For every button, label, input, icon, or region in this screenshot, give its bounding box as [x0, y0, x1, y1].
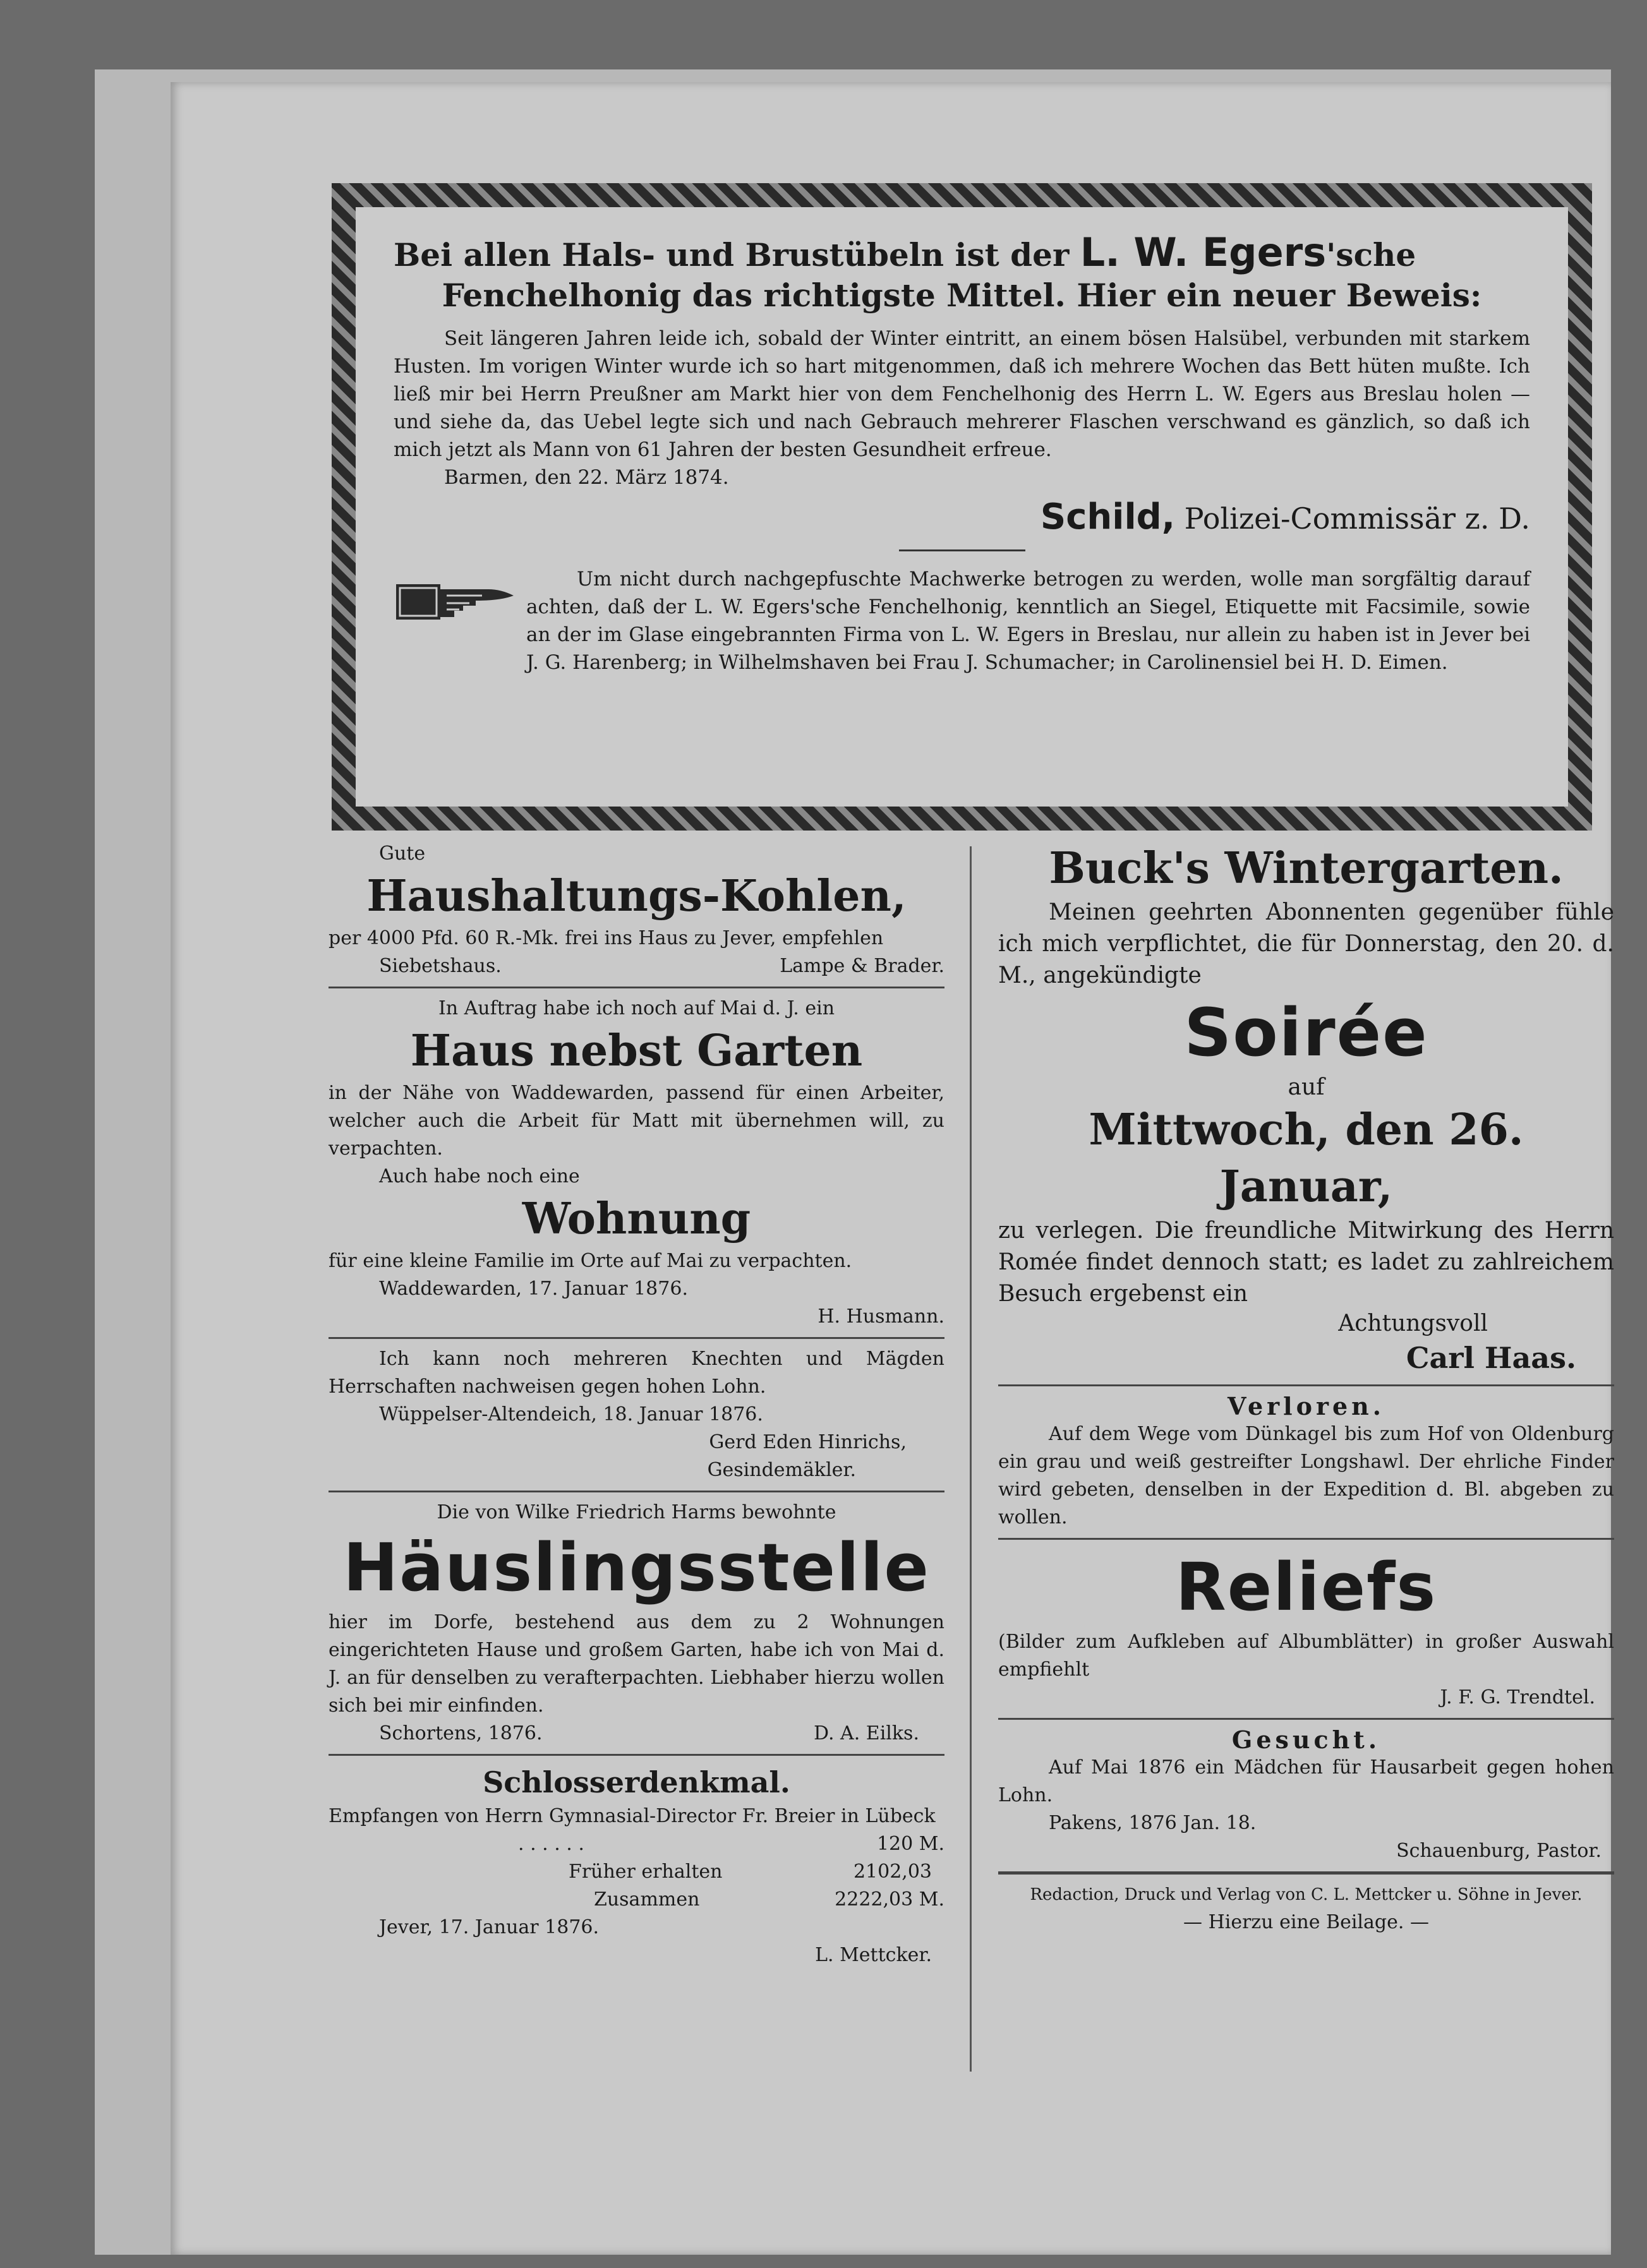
coal-body: per 4000 Pfd. 60 R.-Mk. frei ins Haus zu Jever, empfehlen	[329, 927, 884, 949]
separator	[998, 1538, 1614, 1540]
ad-signature-name: Schild,	[1040, 496, 1176, 537]
monument-total-row	[329, 1886, 944, 1914]
house-intro: In Auftrag habe ich noch auf Mai d. J. ein	[438, 997, 835, 1019]
separator	[329, 1491, 944, 1492]
haeuslingsstelle-ad	[329, 1499, 944, 1748]
ad-signature	[394, 495, 1530, 541]
ad-headline-post: 'sche	[1326, 236, 1416, 273]
separator	[329, 1337, 944, 1339]
reliefs-title: Reliefs	[1175, 1549, 1437, 1626]
monument-total: 2222,03 M.	[835, 1888, 944, 1911]
apartment-body: für eine kleine Familie im Orte auf Mai zu verpachten.	[329, 1250, 852, 1272]
left-column	[329, 840, 944, 2248]
supplement-note: — Hierzu eine Beilage. —	[1183, 1911, 1429, 1933]
column-rule	[970, 846, 972, 2072]
servants-date: Wüppelser-Altendeich, 18. Januar 1876.	[379, 1403, 763, 1425]
monument-earlier: 2102,03	[853, 1861, 932, 1883]
monument-amount: 120 M.	[876, 1833, 944, 1855]
haeusling-sig-right: D. A. Eilks.	[814, 1722, 919, 1744]
buck-body2: zu verlegen. Die freundliche Mitwirkung des Herrn Romée findet dennoch statt; es ladet zu zahlreichem Besuch ergebenst ein	[998, 1218, 1614, 1307]
monument-ad	[329, 1762, 944, 1969]
buck-respect: Achtungsvoll	[1338, 1311, 1488, 1336]
ad-place-date: Barmen, den 22. März 1874.	[444, 466, 729, 489]
right-column	[998, 840, 1614, 2248]
buck-signature: Carl Haas.	[1406, 1341, 1576, 1375]
monument-date: Jever, 17. Januar 1876.	[379, 1916, 600, 1938]
ad-notice-text: Um nicht durch nachgepfuschte Machwerke betrogen zu werden, wolle man sorgfältig darauf achten, daß der L. W. Egers'sche Fenchelhonig, kenntlich an Siegel, Etiquette mit Facsimile, sowie an der im Glase eingebrannten Firma von L. W. Egers in Breslau, nur allein zu haben ist in Jever bei J. G. Harenberg; in Wilhelmshaven bei Frau J. Schumacher; in Carolinensiel bei H. D. Eimen.	[526, 568, 1530, 674]
ad-testimony: Seit längeren Jahren leide ich, sobald der Winter eintritt, an einem bösen Halsübel, verbunden mit starkem Husten. Im vorigen Winter wurde ich so hart mitgenommen, daß ich mehrere Wochen das Bett hüten mußte. Ich ließ mir bei Herrn Preußner am Markt hier von dem Fenchelhonig des Herrn L. W. Egers aus Breslau holen — und siehe da, das Uebel legte sich und nach Gebrauch mehrerer Flaschen verschwand es gänzlich, so daß ich mich jetzt als Mann von 61 Jahren der besten Gesundheit erfreue.	[394, 327, 1530, 461]
servants-body: Ich kann noch mehreren Knechten und Mägden Herrschaften nachweisen gegen hohen Lohn.	[329, 1348, 944, 1398]
dot-leader: . . . . . .	[518, 1833, 584, 1855]
servants-ad	[329, 1345, 944, 1484]
buck-title: Buck's Wintergarten.	[1049, 843, 1564, 894]
monument-earlier-label: Früher erhalten	[569, 1861, 723, 1883]
monument-title: Schlosserdenkmal.	[483, 1765, 790, 1799]
haeusling-title: Häuslingsstelle	[343, 1529, 930, 1606]
ad-brand: L. W. Egers	[1080, 229, 1327, 275]
advertisement-body	[356, 207, 1568, 807]
lost-title: Verloren.	[1227, 1392, 1385, 1420]
lost-body: Auf dem Wege vom Dünkagel bis zum Hof von Oldenburg ein grau und weiß gestreifter Longshawl. Der ehrliche Finder wird gebeten, denselben in der Expedition d. Bl. abgeben zu wollen.	[998, 1423, 1614, 1528]
haeusling-intro: Die von Wilke Friedrich Harms bewohnte	[437, 1501, 836, 1523]
buck-auf: auf	[1288, 1074, 1325, 1100]
coal-title: Haushaltungs-Kohlen,	[366, 871, 907, 921]
monument-total-label: Zusammen	[594, 1888, 700, 1911]
house-title: Haus nebst Garten	[410, 1026, 863, 1076]
buck-event: Soirée	[1184, 994, 1428, 1071]
haeusling-body: hier im Dorfe, bestehend aus dem zu 2 Wohnungen eingerichteten Hause und großem Garten, habe ich von Mai d. J. an für denselben zu verafterpachten. Liebhaber hierzu wollen sich bei mir einfinden.	[329, 1611, 944, 1717]
coal-sig-right: Lampe & Brader.	[780, 955, 944, 977]
ad-signature-title: Polizei-Commissär z. D.	[1184, 501, 1530, 536]
house-body: in der Nähe von Waddewarden, passend für einen Arbeiter, welcher auch die Arbeit für Matt mit übernehmen will, zu verpachten.	[329, 1082, 944, 1160]
monument-amount-row	[329, 1830, 944, 1858]
separator	[998, 1871, 1614, 1875]
servants-sig-name: Gerd Eden Hinrichs,	[709, 1431, 907, 1453]
buck-date: Mittwoch, den 26. Januar,	[1089, 1105, 1524, 1212]
reliefs-body: (Bilder zum Aufkleben auf Albumblätter) in großer Auswahl empfiehlt	[998, 1631, 1614, 1681]
house-date: Waddewarden, 17. Januar 1876.	[379, 1278, 688, 1300]
wanted-date: Pakens, 1876 Jan. 18.	[1049, 1812, 1257, 1834]
house-also: Auch habe noch eine	[379, 1165, 580, 1187]
ad-notice-body	[526, 565, 1530, 676]
buck-body: Meinen geehrten Abonnenten gegenüber fühle ich mich verpflichtet, die für Donnerstag, den 20. d. M., angekündigte	[998, 899, 1614, 988]
haeusling-signature	[329, 1720, 944, 1748]
pointing-hand-icon	[394, 565, 526, 676]
wanted-signature: Schauenburg, Pastor.	[1396, 1840, 1602, 1862]
monument-signature: L. Mettcker.	[815, 1944, 932, 1966]
separator	[998, 1384, 1614, 1386]
fenchelhonig-advertisement	[332, 183, 1592, 831]
house-signature: H. Husmann.	[817, 1305, 944, 1328]
monument-earlier-row	[329, 1858, 944, 1886]
coal-sig-left: Siebetshaus.	[379, 955, 502, 977]
imprint-line: Redaction, Druck und Verlag von C. L. Mettcker u. Söhne in Jever.	[1030, 1885, 1583, 1904]
lost-ad	[998, 1393, 1614, 1532]
separator	[329, 1754, 944, 1756]
reliefs-ad	[998, 1546, 1614, 1712]
coal-pre: Gute	[379, 843, 426, 865]
ad-notice	[394, 565, 1530, 676]
ad-headline	[394, 229, 1530, 275]
coal-ad	[329, 840, 944, 980]
separator	[329, 987, 944, 988]
haeusling-sig-left: Schortens, 1876.	[379, 1722, 543, 1744]
separator	[998, 1718, 1614, 1720]
wanted-ad	[998, 1726, 1614, 1865]
servants-sig-title: Gesindemäkler.	[707, 1459, 856, 1481]
ad-headline-2: Fenchelhonig das richtigste Mittel. Hier ein neuer Beweis:	[442, 277, 1482, 314]
wanted-title: Gesucht.	[1231, 1725, 1381, 1754]
buck-wintergarten-ad	[998, 840, 1614, 1378]
ad-headline-pre: Bei allen Hals- und Brustübeln ist der	[394, 236, 1070, 273]
imprint	[998, 1881, 1614, 1936]
wanted-body: Auf Mai 1876 ein Mädchen für Hausarbeit gegen hohen Lohn.	[998, 1756, 1614, 1806]
house-ad	[329, 995, 944, 1331]
coal-signature	[329, 952, 944, 980]
apartment-title: Wohnung	[522, 1194, 751, 1244]
reliefs-signature: J. F. G. Trendtel.	[1440, 1686, 1595, 1708]
ad-divider	[899, 549, 1025, 551]
monument-body: Empfangen von Herrn Gymnasial-Director Fr. Breier in Lübeck	[329, 1805, 936, 1827]
